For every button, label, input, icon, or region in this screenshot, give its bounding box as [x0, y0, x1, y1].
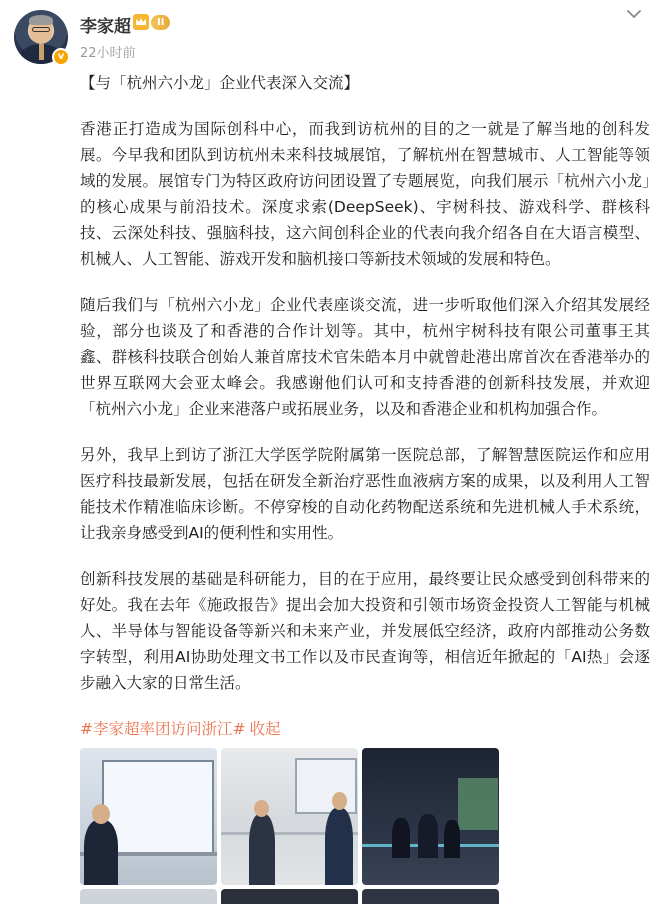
- avatar-tie: [39, 44, 44, 60]
- post-header: [0, 0, 660, 70]
- post-paragraph: 香港正打造成为国际创科中心，而我到访杭州的目的之一就是了解当地的创科发展。今早我和团队到访杭州未来科技城展馆，了解杭州在智慧城市、人工智能等领域的发展。展馆专门为特区政府访问团设置了专题展览，向我们展示「杭州六小龙」的核心成果与前沿技术。深度求索(DeepSeek)、宇树科技、游戏科学、群核科技、云深处科技、强脑科技，这六间创科企业的代表向我介绍各自在大语言模型、机械人、人工智能、游戏开发和脑机接口等新技术领域的发展和特色。: [80, 120, 650, 268]
- photo-display-screen: [102, 760, 214, 854]
- photo-thumbnail[interactable]: [80, 889, 217, 904]
- photo-person-head: [92, 804, 110, 824]
- post-timestamp[interactable]: 22小时前: [80, 46, 136, 61]
- post-title: 【与「杭州六小龙」企业代表深入交流】: [80, 74, 360, 92]
- username[interactable]: 李家超: [80, 17, 131, 37]
- photo-thumbnail[interactable]: [362, 748, 499, 885]
- avatar-hair: [29, 15, 53, 25]
- level-badge: II: [151, 15, 170, 30]
- post-paragraph: 创新科技发展的基础是科研能力，目的在于应用，最终要让民众感受到创科带来的好处。我在去年《施政报告》提出会加大投资和引领市场资金投资人工智能与机械人、半导体与智能设备等新兴和未来产业，并发展低空经济，政府内部推动公务数字转型，利用AI协助处理文书工作以及市民查询等，相信近年掀起的「AI热」会逐步融入大家的日常生活。: [80, 570, 650, 692]
- avatar-glasses: [32, 27, 50, 32]
- post-content: [80, 70, 650, 754]
- photo-person: [418, 814, 438, 858]
- photo-person: [325, 808, 353, 885]
- photo-grid: [80, 748, 500, 904]
- photo-thumbnail[interactable]: [221, 748, 358, 885]
- photo-person: [249, 814, 275, 885]
- photo-person: [392, 818, 410, 858]
- chevron-down-icon[interactable]: [626, 8, 642, 20]
- post-tags: [80, 716, 650, 742]
- verified-badge-icon: v: [52, 48, 70, 66]
- collapse-button[interactable]: 收起: [249, 720, 281, 738]
- photo-person-head: [332, 792, 347, 810]
- hashtag-link[interactable]: #李家超率团访问浙江#: [80, 720, 246, 738]
- photo-thumbnail[interactable]: [80, 748, 217, 885]
- photo-thumbnail[interactable]: [362, 889, 499, 904]
- crown-icon[interactable]: [132, 13, 150, 31]
- photo-display-screen: [458, 778, 498, 830]
- post-paragraph: 另外，我早上到访了浙江大学医学院附属第一医院总部，了解智慧医院运作和应用医疗科技最新发展，包括在研发全新治疗恶性血液病方案的成果，以及利用人工智能技术作精准临床诊断。不停穿梭的自动化药物配送系统和先进机械人手术系统，让我亲身感受到AI的便利性和实用性。: [80, 446, 650, 542]
- photo-display-screen: [295, 758, 357, 814]
- photo-person-head: [254, 800, 269, 817]
- photo-thumbnail[interactable]: [221, 889, 358, 904]
- photo-person: [444, 820, 460, 858]
- post-paragraph: 随后我们与「杭州六小龙」企业代表座谈交流，进一步听取他们深入介绍其发展经验，部分也谈及了和香港的合作计划等。其中，杭州宇树科技有限公司董事王其鑫、群核科技联合创始人兼首席技术官朱皓本月中就曾赴港出席首次在香港举办的世界互联网大会亚太峰会。我感谢他们认可和支持香港的创新科技发展，并欢迎「杭州六小龙」企业来港落户或拓展业务，以及和香港企业和机构加强合作。: [80, 296, 650, 418]
- photo-person: [84, 820, 118, 885]
